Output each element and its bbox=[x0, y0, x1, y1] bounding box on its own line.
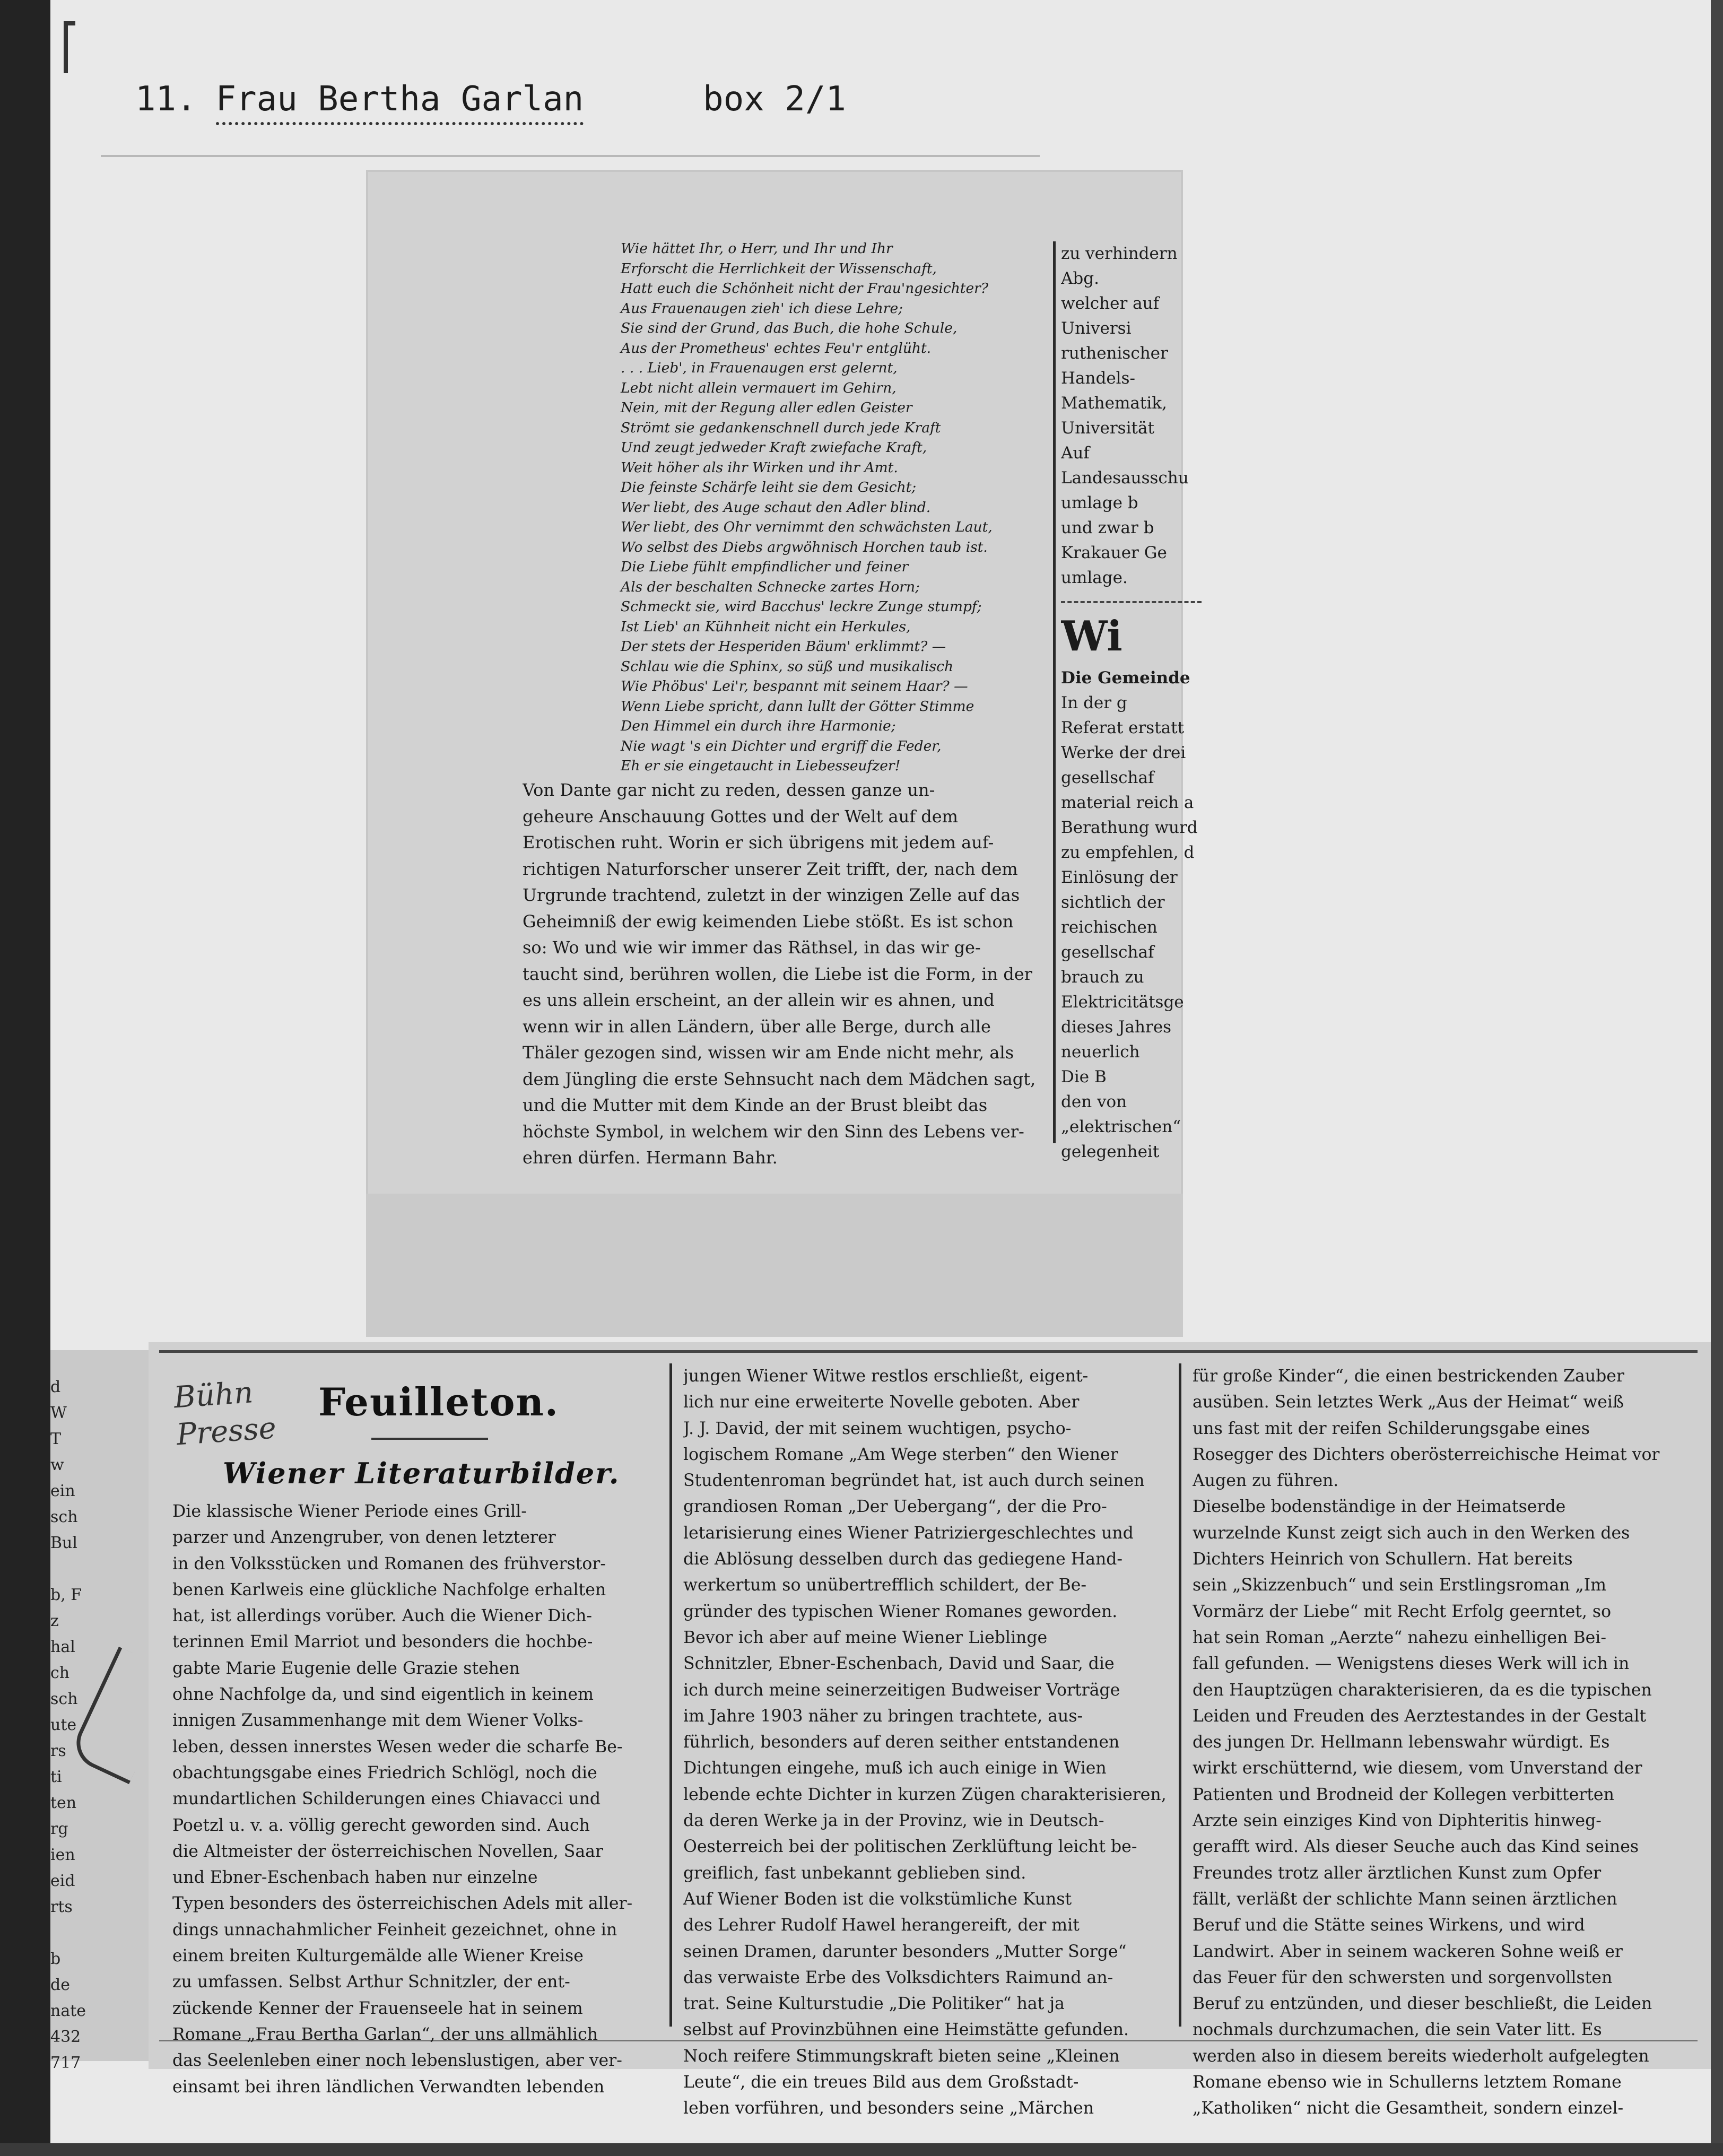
poem-line: Wenn Liebe spricht, dann lullt der Götter Stimme bbox=[621, 698, 974, 715]
text-line: Arzte sein einziges Kind von Diphteritis hinweg- bbox=[1193, 1811, 1602, 1831]
text-line: des jungen Dr. Hellmann lebenswahr würdigt. Es bbox=[1193, 1733, 1610, 1752]
text-line: wirkt erschütternd, wie diesem, vom Unverstand der bbox=[1193, 1759, 1642, 1778]
lower-column-divider-2 bbox=[1179, 1363, 1181, 2027]
column-line: Abg. bbox=[1061, 269, 1099, 288]
column-line: Krakauer Ge bbox=[1061, 543, 1167, 562]
text-line: Freundes trotz aller ärztlichen Kunst zum Opfer bbox=[1193, 1863, 1602, 1883]
poem-line: Weit höher als ihr Wirken und ihr Amt. bbox=[621, 459, 898, 476]
margin-fragment: sch bbox=[50, 1690, 78, 1708]
column-line: Berathung wurd bbox=[1061, 818, 1198, 837]
text-line: das verwaiste Erbe des Volksdichters Raimund an- bbox=[683, 1968, 1113, 1987]
text-line: Romane ebenso wie in Schullerns letztem Romane bbox=[1193, 2073, 1622, 2092]
text-line: Leiden und Freuden des Aerztestandes in der Gestalt bbox=[1193, 1706, 1647, 1726]
column-line: umlage. bbox=[1061, 568, 1128, 587]
text-line: für große Kinder“, die einen bestrickenden Zauber bbox=[1193, 1367, 1624, 1386]
folder-number: 11. bbox=[135, 80, 197, 119]
prose-line: Geheimniß der ewig keimenden Liebe stößt. Es ist schon bbox=[523, 911, 1014, 932]
text-line: Typen besonders des österreichischen Adels mit aller- bbox=[172, 1894, 633, 1914]
poem-line: Schmeckt sie, wird Bacchus' leckre Zunge stumpf; bbox=[621, 598, 982, 615]
text-line: lebende echte Dichter in kurzen Zügen charakterisieren, bbox=[683, 1785, 1167, 1804]
margin-fragment: ein bbox=[50, 1482, 75, 1500]
text-line: mundartlichen Schilderungen eines Chiavacci und bbox=[172, 1789, 601, 1809]
text-line: den Hauptzügen charakterisieren, da es die typischen bbox=[1193, 1680, 1652, 1700]
corner-crop-mark bbox=[64, 21, 75, 73]
text-line: leben, dessen innerstes Wesen weder die scharfe Be- bbox=[172, 1737, 623, 1757]
column-line: sichtlich der bbox=[1061, 893, 1165, 912]
text-line: Poetzl u. v. a. völlig gerecht geworden sind. Auch bbox=[172, 1815, 590, 1835]
poem-line: Hatt euch die Schönheit nicht der Frau'ngesichter? bbox=[621, 280, 989, 297]
column-line: Referat erstatt bbox=[1061, 718, 1185, 737]
text-line: ausüben. Sein letztes Werk „Aus der Heimat“ weiß bbox=[1193, 1393, 1624, 1412]
text-line: letarisierung eines Wiener Patriziergeschlechtes und bbox=[683, 1523, 1134, 1543]
poem-line: Aus Frauenaugen zieh' ich diese Lehre; bbox=[621, 300, 903, 317]
poem-line: Sie sind der Grund, das Buch, die hohe Schule, bbox=[621, 320, 958, 336]
upper-column-divider bbox=[1053, 241, 1056, 1143]
scan-left-border bbox=[0, 0, 50, 2156]
prose-line: wenn wir in allen Ländern, über alle Berge, durch alle bbox=[523, 1016, 991, 1037]
poem-line: Ist Lieb' an Kühnheit nicht ein Herkules, bbox=[621, 618, 911, 635]
text-line: zückende Kenner der Frauenseele hat in seinem bbox=[172, 1998, 583, 2018]
text-line: Beruf und die Stätte seines Wirkens, und wird bbox=[1193, 1916, 1585, 1935]
text-line: Dieselbe bodenständige in der Heimatserde bbox=[1193, 1497, 1566, 1517]
poem-line: Wie Phöbus' Lei'r, bespannt mit seinem Haar? — bbox=[621, 678, 968, 694]
lower-column-2 bbox=[683, 1363, 1169, 2122]
margin-fragment bbox=[50, 1556, 90, 1582]
margin-fragment: ute bbox=[50, 1716, 77, 1734]
section-headline: Wi bbox=[1061, 612, 1122, 660]
column-line: Auf bbox=[1061, 444, 1090, 463]
text-line: werkertum so unübertrefflich schildert, der Be- bbox=[683, 1576, 1087, 1595]
column-line: zu empfehlen, d bbox=[1061, 843, 1195, 862]
margin-fragment: sch bbox=[50, 1508, 78, 1526]
text-line: wurzelnde Kunst zeigt sich auch in den Werken des bbox=[1193, 1523, 1630, 1543]
lower-column-divider-1 bbox=[669, 1363, 672, 2027]
margin-fragment: eid bbox=[50, 1872, 75, 1890]
prose-line: Thäler gezogen sind, wissen wir am Ende nicht mehr, als bbox=[523, 1042, 1014, 1063]
text-line: seinen Dramen, darunter besonders „Mutter Sorge“ bbox=[683, 1942, 1127, 1961]
text-line: leben vorführen, und besonders seine „Märchen bbox=[683, 2099, 1094, 2118]
poem-line: Der stets der Hesperiden Bäum' erklimmt? — bbox=[621, 638, 946, 655]
margin-fragment: 432 bbox=[50, 2028, 81, 2046]
column-line: reichischen bbox=[1061, 918, 1158, 937]
prose-line: höchste Symbol, in welchem wir den Sinn des Lebens ver- bbox=[523, 1121, 1024, 1142]
text-line: ohne Nachfolge da, und sind eigentlich in keinem bbox=[172, 1685, 594, 1705]
text-line: Patienten und Brodneid der Kollegen verbitterten bbox=[1193, 1785, 1614, 1804]
text-line: J. J. David, der mit seinem wuchtigen, psycho- bbox=[683, 1419, 1072, 1438]
text-line: Leute“, die ein treues Bild aus dem Großstadt- bbox=[683, 2073, 1079, 2092]
text-line: lich nur eine erweiterte Novelle geboten. Aber bbox=[683, 1393, 1080, 1412]
text-line: ich durch meine seinerzeitigen Budweiser Vorträge bbox=[683, 1680, 1120, 1700]
folder-label bbox=[135, 80, 846, 119]
column-line: Die B bbox=[1061, 1067, 1107, 1086]
margin-fragment: rts bbox=[50, 1898, 73, 1916]
text-line: Oesterreich bei der politischen Zerklüftung leicht be- bbox=[683, 1837, 1137, 1857]
column-line: In der g bbox=[1061, 693, 1127, 712]
prose-line: geheure Anschauung Gottes und der Welt auf dem bbox=[523, 806, 959, 827]
folder-box: box 2/1 bbox=[703, 80, 846, 119]
text-line: in den Volksstücken und Romanen des frühverstor- bbox=[172, 1554, 606, 1573]
column-line: Handels- bbox=[1061, 369, 1135, 388]
text-line: zu umfassen. Selbst Arthur Schnitzler, der ent- bbox=[172, 1972, 570, 1992]
text-line: Die klassische Wiener Periode eines Grill- bbox=[172, 1502, 527, 1521]
text-line: Rosegger des Dichters oberösterreichische Heimat vor bbox=[1193, 1445, 1660, 1464]
scan-bottom-border bbox=[0, 2143, 1723, 2156]
column-line: umlage b bbox=[1061, 493, 1138, 512]
text-line: die Altmeister der österreichischen Novellen, Saar bbox=[172, 1841, 603, 1861]
column-line: Universität bbox=[1061, 419, 1154, 438]
handwritten-annotation: Bühn Presse bbox=[172, 1375, 277, 1453]
column-line: Universi bbox=[1061, 319, 1132, 338]
poem-line: Eh er sie eingetaucht in Liebesseufzer! bbox=[621, 758, 901, 774]
margin-fragment: nate bbox=[50, 2002, 86, 2020]
text-line: uns fast mit der reifen Schilderungsgabe eines bbox=[1193, 1419, 1590, 1438]
text-line: nochmals durchzumachen, die sein Vater litt. Es bbox=[1193, 2020, 1602, 2040]
prose-line: Erotischen ruht. Worin er sich übrigens mit jedem auf- bbox=[523, 832, 994, 853]
column-line: Die Gemeinde bbox=[1061, 668, 1190, 688]
prose-line: Von Dante gar nicht zu reden, dessen ganze un- bbox=[523, 780, 935, 800]
margin-fragment: T bbox=[50, 1430, 62, 1448]
prose-line: ehren dürfen. Hermann Bahr. bbox=[523, 1147, 778, 1168]
text-line: fall gefunden. — Wenigstens dieses Werk will ich in bbox=[1193, 1654, 1630, 1674]
poem-line: Nein, mit der Regung aller edlen Geister bbox=[621, 399, 912, 416]
text-line: werden also in diesem bereits wiederholt aufgelegten bbox=[1193, 2046, 1649, 2066]
poem-line: Erforscht die Herrlichkeit der Wissenschaft, bbox=[621, 260, 937, 277]
column-line: material reich a bbox=[1061, 793, 1194, 812]
text-line: obachtungsgabe eines Friedrich Schlögl, noch die bbox=[172, 1763, 597, 1783]
prose-line: es uns allein erscheint, an der allein wir es ahnen, und bbox=[523, 990, 995, 1010]
poem-line: Schlau wie die Sphinx, so süß und musikalisch bbox=[621, 658, 954, 675]
margin-fragment: 717 bbox=[50, 2054, 81, 2072]
margin-fragment bbox=[50, 1920, 90, 1946]
text-line: Studentenroman begründet hat, ist auch durch seinen bbox=[683, 1471, 1145, 1491]
poem-line: Wer liebt, des Ohr vernimmt den schwächsten Laut, bbox=[621, 519, 993, 535]
text-line: sein „Skizzenbuch“ und sein Erstlingsroman „Im bbox=[1193, 1576, 1607, 1595]
text-line: des Lehrer Rudolf Hawel herangereift, der mit bbox=[683, 1916, 1080, 1935]
text-line: Vormärz der Liebe“ mit Recht Erfolg geerntet, so bbox=[1193, 1602, 1612, 1621]
text-line: da deren Werke ja in der Provinz, wie in Deutsch- bbox=[683, 1811, 1104, 1831]
text-line: führlich, besonders auf deren seither entstandenen bbox=[683, 1733, 1120, 1752]
prose-line: und die Mutter mit dem Kinde an der Brust bleibt das bbox=[523, 1095, 988, 1115]
text-line: im Jahre 1903 näher zu bringen trachtete, aus- bbox=[683, 1706, 1083, 1726]
prose-line: so: Wo und wie wir immer das Räthsel, in das wir ge- bbox=[523, 937, 981, 958]
prose-line: richtigen Naturforscher unserer Zeit trifft, der, nach dem bbox=[523, 858, 1018, 879]
text-line: das Feuer für den schwersten und sorgenvollsten bbox=[1193, 1968, 1613, 1987]
poem-line: Und zeugt jedweder Kraft zwiefache Kraft, bbox=[621, 439, 927, 456]
text-line: trat. Seine Kulturstudie „Die Politiker“ hat ja bbox=[683, 1994, 1065, 2014]
margin-fragment: W bbox=[50, 1404, 67, 1422]
lower-column-1 bbox=[172, 1499, 658, 2100]
text-line: grandiosen Roman „Der Uebergang“, der die Pro- bbox=[683, 1497, 1107, 1517]
text-line: gründer des typischen Wiener Romanes geworden. bbox=[683, 1602, 1118, 1621]
prose-line: taucht sind, berühren wollen, die Liebe ist die Form, in der bbox=[523, 963, 1032, 984]
poem-line: Die feinste Schärfe leiht sie dem Gesicht; bbox=[621, 479, 917, 495]
scan-right-border bbox=[1711, 0, 1723, 2156]
text-line: Landwirt. Aber in seinem wackeren Sohne weiß er bbox=[1193, 1942, 1623, 1961]
text-line: parzer und Anzengruber, von denen letzterer bbox=[172, 1528, 556, 1548]
margin-fragment: z bbox=[50, 1612, 59, 1630]
column-line: zu verhindern bbox=[1061, 244, 1178, 263]
column-line: brauch zu bbox=[1061, 968, 1144, 987]
label-divider bbox=[101, 155, 1040, 157]
margin-fragment: rg bbox=[50, 1820, 68, 1838]
margin-fragment: ten bbox=[50, 1794, 77, 1812]
column-line: Mathematik, bbox=[1061, 394, 1167, 413]
margin-fragment: ch bbox=[50, 1664, 70, 1682]
margin-fragment: hal bbox=[50, 1638, 75, 1656]
margin-fragment: Bul bbox=[50, 1534, 77, 1552]
margin-fragment: b, F bbox=[50, 1586, 82, 1604]
column-line: den von bbox=[1061, 1092, 1127, 1111]
text-line: Beruf zu entzünden, und dieser beschließt, die Leiden bbox=[1193, 1994, 1652, 2014]
column-line: Landesausschu bbox=[1061, 468, 1189, 488]
text-line: Auf Wiener Boden ist die volkstümliche Kunst bbox=[683, 1889, 1072, 1909]
lower-column-3 bbox=[1193, 1363, 1678, 2122]
poem-line: Als der beschalten Schnecke zartes Horn; bbox=[621, 578, 920, 595]
text-line: gerafft wird. Als dieser Seuche auch das Kind seines bbox=[1193, 1837, 1639, 1857]
column-line: Werke der drei bbox=[1061, 743, 1186, 762]
text-line: jungen Wiener Witwe restlos erschließt, eigent- bbox=[683, 1367, 1089, 1386]
margin-fragment: rs bbox=[50, 1742, 66, 1760]
poem-line: Wie hättet Ihr, o Herr, und Ihr und Ihr bbox=[621, 240, 893, 257]
text-line: „Katholiken“ nicht die Gesamtheit, sondern einzel- bbox=[1193, 2099, 1624, 2118]
margin-fragment: w bbox=[50, 1456, 64, 1474]
poem-line: Den Himmel ein durch ihre Harmonie; bbox=[621, 718, 896, 734]
column-line: „elektrischen“ bbox=[1061, 1117, 1181, 1136]
poem-block bbox=[621, 239, 1034, 776]
text-line: hat, ist allerdings vorüber. Auch die Wiener Dich- bbox=[172, 1606, 593, 1626]
margin-fragment: de bbox=[50, 1976, 70, 1994]
text-line: greiflich, fast unbekannt geblieben sind. bbox=[683, 1863, 1026, 1883]
upper-prose-block bbox=[523, 777, 1040, 1171]
lower-top-rule bbox=[159, 1350, 1698, 1353]
poem-line: Aus der Prometheus' echtes Feu'r entglüht. bbox=[621, 340, 932, 357]
folder-title: Frau Bertha Garlan bbox=[216, 80, 584, 125]
upper-right-column bbox=[1061, 241, 1202, 1164]
column-line: gesellschaf bbox=[1061, 768, 1154, 787]
margin-fragment: b bbox=[50, 1950, 61, 1968]
text-line: Romane „Frau Bertha Garlan“, der uns allmählich bbox=[172, 2024, 598, 2044]
margin-fragment: d bbox=[50, 1378, 61, 1396]
article-title: Wiener Literaturbilder. bbox=[223, 1456, 620, 1490]
text-line: hat sein Roman „Aerzte“ nahezu einhelligen Bei- bbox=[1193, 1628, 1606, 1647]
column-line: gesellschaf bbox=[1061, 943, 1154, 962]
text-line: einsamt bei ihren ländlichen Verwandten lebenden bbox=[172, 2077, 605, 2097]
column-line: Einlösung der bbox=[1061, 868, 1178, 887]
prose-line: dem Jüngling die erste Sehnsucht nach dem Mädchen sagt, bbox=[523, 1068, 1036, 1089]
prose-line: Urgrunde trachtend, zuletzt in der winzigen Zelle auf das bbox=[523, 885, 1020, 905]
text-line: Augen zu führen. bbox=[1193, 1471, 1339, 1491]
column-line: ruthenischer bbox=[1061, 344, 1168, 363]
text-line: logischem Romane „Am Wege sterben“ den Wiener bbox=[683, 1445, 1118, 1464]
poem-line: Die Liebe fühlt empfindlicher und feiner bbox=[621, 559, 909, 575]
text-line: benen Karlweis eine glückliche Nachfolge erhalten bbox=[172, 1580, 606, 1599]
poem-line: Wo selbst des Diebs argwöhnisch Horchen taub ist. bbox=[621, 538, 988, 555]
text-line: terinnen Emil Marriot und besonders die hochbe- bbox=[172, 1632, 593, 1652]
text-line: das Seelenleben einer noch lebenslustigen, aber ver- bbox=[172, 2051, 622, 2071]
text-line: Noch reifere Stimmungskraft bieten seine „Kleinen bbox=[683, 2046, 1120, 2066]
text-line: Dichtungen eingehe, muß ich auch einige in Wien bbox=[683, 1759, 1107, 1778]
text-line: Bevor ich aber auf meine Wiener Lieblinge bbox=[683, 1628, 1048, 1647]
text-line: selbst auf Provinzbühnen eine Heimstätte gefunden. bbox=[683, 2020, 1129, 2040]
column-line: und zwar b bbox=[1061, 518, 1154, 537]
text-line: einem breiten Kulturgemälde alle Wiener Kreise bbox=[172, 1946, 584, 1966]
poem-line: Nie wagt 's ein Dichter und ergriff die Feder, bbox=[621, 737, 942, 754]
feuilleton-heading: Feuilleton. bbox=[318, 1379, 559, 1424]
text-line: dings unnachahmlicher Feinheit gezeichnet, ohne in bbox=[172, 1920, 617, 1940]
text-line: innigen Zusammenhange mit dem Wiener Volks- bbox=[172, 1711, 584, 1731]
poem-line: . . . Lieb', in Frauenaugen erst gelernt, bbox=[621, 360, 898, 376]
poem-line: Wer liebt, des Auge schaut den Adler blind. bbox=[621, 499, 931, 516]
column-line: welcher auf bbox=[1061, 294, 1160, 313]
heading-rule bbox=[371, 1438, 488, 1440]
upper-clipping-lower-margin bbox=[366, 1194, 1183, 1337]
section-rule bbox=[1061, 590, 1202, 603]
text-line: Dichters Heinrich von Schullern. Hat bereits bbox=[1193, 1550, 1573, 1569]
poem-line: Lebt nicht allein vermauert im Gehirn, bbox=[621, 379, 897, 396]
column-line: neuerlich bbox=[1061, 1042, 1140, 1062]
margin-fragment: ti bbox=[50, 1768, 62, 1786]
text-line: Schnitzler, Ebner-Eschenbach, David und Saar, die bbox=[683, 1654, 1115, 1674]
column-line: gelegenheit bbox=[1061, 1142, 1160, 1161]
text-line: gabte Marie Eugenie delle Grazie stehen bbox=[172, 1658, 520, 1678]
margin-fragment: ien bbox=[50, 1846, 75, 1864]
column-line: Elektricitätsge bbox=[1061, 993, 1184, 1012]
text-line: die Ablösung desselben durch das gediegene Hand- bbox=[683, 1550, 1123, 1569]
poem-line: Strömt sie gedankenschnell durch jede Kraft bbox=[621, 419, 941, 436]
text-line: und Ebner-Eschenbach haben nur einzelne bbox=[172, 1868, 538, 1888]
column-line: dieses Jahres bbox=[1061, 1018, 1172, 1037]
text-line: fällt, verläßt der schlichte Mann seinen ärztlichen bbox=[1193, 1889, 1617, 1909]
